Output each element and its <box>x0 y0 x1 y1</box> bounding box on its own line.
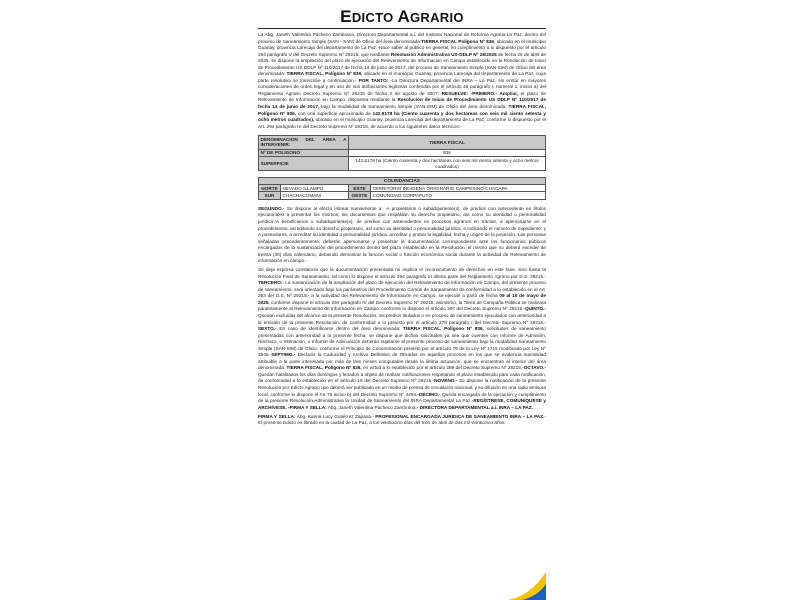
clause-heading: SEGUNDO.- <box>258 205 285 211</box>
boundary-value: NEVADO ILLAMPU <box>281 185 349 192</box>
intro-bold: TIERRA FISCAL, Polígono Nº 836, <box>286 71 363 77</box>
clause-heading: NOVENO.- <box>434 378 458 384</box>
signature-title: PROFESIONAL ENCARGADA JURÍDICA DE SANEAMIENTO INRA – LA PAZ. <box>375 413 545 419</box>
intro-bold: Resolución Administrativa US-DDLP Nº 28/2025 <box>390 51 497 57</box>
table-row <box>259 136 546 149</box>
table-row <box>259 192 546 199</box>
corner-decoration <box>508 572 546 600</box>
clause-text: Quedan excluidas del alcance de la presente Resolución, los predios titulados o en proceso de saneamiento ejecutados con anterioridad a la emisión de la presente Resolución, de conformidad a lo previsto por el artículo 278 parágrafo I del Decreto Supremo Nº 29215.- <box>258 313 546 325</box>
closing-text: - El presente Edicto es librado en la ciudad de La Paz, a los veintiocino días del mes de abril de dos mil veinticinco años. <box>258 413 547 426</box>
intro-text: bajo la modalidad de Saneamiento Simple (SAN-SIM) de Oficio del área denominada: <box>319 104 509 110</box>
clause-text: en virtud a lo establecido por el artículo 289 del Decreto Supremo Nº 29215.- <box>361 365 524 371</box>
table-value: 142.6178 ha (Ciento cuarenta y dos hectáreas con seis mil ciento setenta y ocho metros cuadrados) <box>349 157 546 170</box>
intro-text: ubicado en el municipio Guanay, provincia Larecaja del departamento de La Paz, conforme lo dispuesto por el Art. 294 parágrafo IV del Decreto Supremo Nº 29215, de acuerdo a los siguientes datos técnicos:- <box>258 117 546 129</box>
clause-heading: TERCERO.- <box>258 280 284 286</box>
direction-label: SUR <box>259 192 281 199</box>
clause-text: En caso de identificarse dentro del área denominada: <box>276 326 404 332</box>
intro-text: el plazo de Relevamiento de Información en Campo, dispuesta mediante la <box>258 90 546 103</box>
title-initial: E <box>340 7 352 26</box>
table-row <box>259 177 546 184</box>
clause-bold: TIERRA FISCAL, Polígono Nº 836, <box>286 365 362 371</box>
clause-heading: OCTAVO.- <box>523 365 546 371</box>
direction-label: NORTE <box>259 185 281 192</box>
intro-text: La Abg. Janeth Valentina Pacheco Zambrana, Directora Departamental a.i. del Instituto Nacional de Reforma Agraria-La Paz, dentro del proceso de Saneamiento Simple (SAN - SAN) de Oficio del área denominada <box>258 32 546 44</box>
clause-bold: TIERRA FISCAL, Polígono Nº 836, <box>403 326 484 332</box>
segundo-paragraph <box>258 206 546 265</box>
title-divider <box>258 28 546 29</box>
clause-heading: QUINTO.- <box>524 306 546 312</box>
clause-text: Se deja expresa constancia que la documentación presentada no implica el reconocimiento de derechos en este fase, sino hasta la Resolución Final de Saneamiento, tal como lo dispone el artículo 294 parágrafo III última parte del Reglamento Agrario por D.S. 29215.- <box>258 267 546 279</box>
clause-bold: DIRECTORA DEPARTAMENTAL a.i. INRA – LA PAZ. <box>419 404 533 410</box>
table-label: SUPERFICIE <box>259 157 349 170</box>
clause-text: Se dispone al efecto intimar nuevamente a: -A propietarios o subadquiriente(s), de predios con antecedente en títulos ejecutoriales a presentar los mismos, los documentos que respaldan su derecho propietario, así como su identidad o personalidad jurídica.-A beneficiarios o subadquiriente(s), de predios con antecedentes en procesos agrarios en trámite, a apersonarse en el procedimiento, acreditando su derecho propietario, así como su identidad o personalidad jurídica, e indicando el número de expediente; y A poseedores, a acreditar su identidad o personalidad jurídica, acreditar y probar la legalidad, fecha y origen de la posesión.-Las personas señaladas precedentemente, deberán apersonarse y presentar la documentación correspondiente ante los funcionarios públicos encargados de la sustanciación del procedimiento dentro del plazo establecido en la Resolución, el mismo que no deberá exceder de treinta (30) días calendario, debiendo demostrar la función social o función económica social durante la actividad de Relevamiento de información en campo.- <box>258 205 546 264</box>
title-rest: DICTO <box>351 10 398 25</box>
intro-text: con una superficie aproximada de <box>296 110 373 116</box>
table-row <box>259 185 546 192</box>
clause-heading: DÉCIMO.- <box>418 391 441 397</box>
clause-heading: SEXTO.- <box>258 326 277 332</box>
edict-page <box>258 0 546 600</box>
colindancias-table <box>258 177 546 200</box>
intro-paragraph <box>258 32 546 130</box>
clause-text: Quedan habilitados los días domingos y feriados a objeto de realizar notificaciones respetando el plazo establecido para cada notificación, de conformidad a lo establecido en el artículo 15 del Decreto Supremo Nº 29215.- <box>258 371 546 384</box>
table-label: Nº DE POLIGONO <box>259 149 349 157</box>
intro-text: ubicado en el municipio Guanay, provincia Larecaja del departamento de La Paz, cuya parte resolutiva se transcribe a continuación.- <box>258 71 546 83</box>
title-rest-2: GRARIO <box>410 10 464 25</box>
clause-text: solicitudes de saneamiento presentadas con anterioridad a la presente fecha, se dispone que dichas solicitudes ya sea que cuenten con Informe de Admisión, Rechazo, o Intimación, o Informe de Adecuación deberán sujetarse al presente proceso de saneamiento bajo la modalidad Saneamiento Simple (SAN-SIM) de Oficio, conforme el Principio de Concentración previsto por el artículo 76 de la Ley Nº 1715 modificado por Ley Nº 3545.- <box>258 326 546 358</box>
table-value: 836 <box>349 149 546 157</box>
intro-bold: POR TANTO: <box>358 77 389 83</box>
intro-bold: TIERRA FISCAL, Polígono Nº 836, <box>258 104 547 116</box>
clause-heading: SÉPTIMO.- <box>271 352 296 358</box>
intro-bold: TIERRA FISCAL Polígono Nº 836 <box>421 38 494 44</box>
intro-bold: Resolución de Inicio de Procedimiento US DDLP Nº 110/2017 de fecha 14 de junio de 2017, <box>258 97 546 110</box>
signature-heading: FIRMA Y SELLA: <box>258 413 296 419</box>
clause-text: Abg. Janeth Valentina Pacheco Zambrana.- <box>326 404 420 410</box>
clause-text: La sustanciación de la ampliación del plazo de ejecución del Relevamiento de Información en Campo, del presente proceso de saneamiento, será orientado bajo los parámetros del Procedimiento Común de Saneamiento de conformidad a lo establecido en el Art. 263 del D.S. Nº 29215.- a la actividad del Relevamiento de Información en Campo, se ejecute a partir de fecha <box>258 280 546 299</box>
intro-bold: 142.6178 ha (Ciento cuarenta y dos hectáreas con seis mil ciento setenta y ocho metros cuadrados), <box>258 110 547 123</box>
boundary-value: TERRITORIO INDIGENA ORIGINARIO CAMPESINO CHACAPA <box>371 185 546 192</box>
boundary-value: CHACHACOMANI <box>281 192 349 199</box>
clause-bold: 09 al 10 de mayo de 2025, <box>258 293 546 305</box>
table-row <box>259 149 546 157</box>
edict-body <box>258 32 546 429</box>
intro-text: , ubicado en el municipio Guanay, provincia Larecaja del departamento de La Paz.-Hace saber al público en general, en cumplimiento a lo dispuesto por el artículo 294 parágrafo V del Decreto Supremo Nº 29215, que mediante <box>258 38 546 57</box>
table-header: COLINDANCIAS <box>259 177 546 184</box>
clause-text: Declarar la Caducidad y Archivo Definitivo de Obrados en aquellos procesos en los que se evidencia inactividad atribuible a la parte interesada por más de tres meses computable desde la última actuación, que se encuentran al interior del área denominada: <box>258 352 546 371</box>
table-value: TIERRA FISCAL <box>349 136 546 149</box>
technical-data-table <box>258 135 546 171</box>
page-title <box>258 7 546 27</box>
intro-text: de fecha 25 de abril de 2025, se dispone la ampliación del plazo de ejecución del Relevamiento de Información en Campo establecido en la Resolución de Inicio de Procedimiento US DDLP Nº 110/2017 de fecha 14 de junio de 2017, del proceso de Saneamiento Simple (SAN-SIM) de Oficio del área denominada: <box>258 51 547 77</box>
direction-label: OESTE <box>349 192 371 199</box>
intro-bold: RESUELVE: -PRIMERO.- Ampliar, <box>441 90 518 96</box>
signature-text: Abg. Karina Lucy Gutiérrez Zapana.- <box>295 413 376 419</box>
clause-text: Queda encargada de la ejecución y cumplimiento de la presente Resolución Administrativa la Unidad de Saneamiento del INRA Departamental La Paz.- <box>258 391 546 404</box>
table-row <box>259 157 546 170</box>
boundary-value: COMUNIDAD CORPAPUTO <box>371 192 546 199</box>
clause-text: Se dispone la notificación de la presente Resolución por Edicto Agrario que deberá ser publicado en un medio de prensa de circulación nacional, y su difusión en una radio emisora local, conforme lo dispone el Art 70 inciso b) del Decreto Supremo Nº 4494.- <box>258 378 546 397</box>
direction-label: ESTE <box>349 185 371 192</box>
title-initial-2: A <box>397 7 411 26</box>
clause-text: conforme dispone el artículo 294 parágrafo IV del Decreto Supremo Nº 29215; asimismo, la Tarea de Campaña Pública se realizara paralelamente al Relevamiento de Información en Campo, conforme lo dispone el artículo 297 del Decreto Supremo Nº 29215.- <box>258 299 546 312</box>
clause-bold: REGÍSTRESE, COMUNÍQUESE y ARCHÍVESE. -FIRMA Y SELLA: <box>258 398 546 410</box>
closing-paragraph <box>258 414 546 427</box>
table-label: DENOMINACION DEL ÁREA A INTERVENIR: <box>260 136 347 148</box>
tercero-paragraph <box>258 267 546 411</box>
intro-text: -La Directora Departamental del INRA – La Paz, sin entrar en mayores consideraciones de orden legal y en uso de sus atribuciones legítimas conferidas por el artículo 48 parágrafo I, numeral 1, inciso a) del Reglamento Agrario Decreto Supremo Nº 29215 de fecha 2 de agosto de 2007; <box>258 77 546 96</box>
